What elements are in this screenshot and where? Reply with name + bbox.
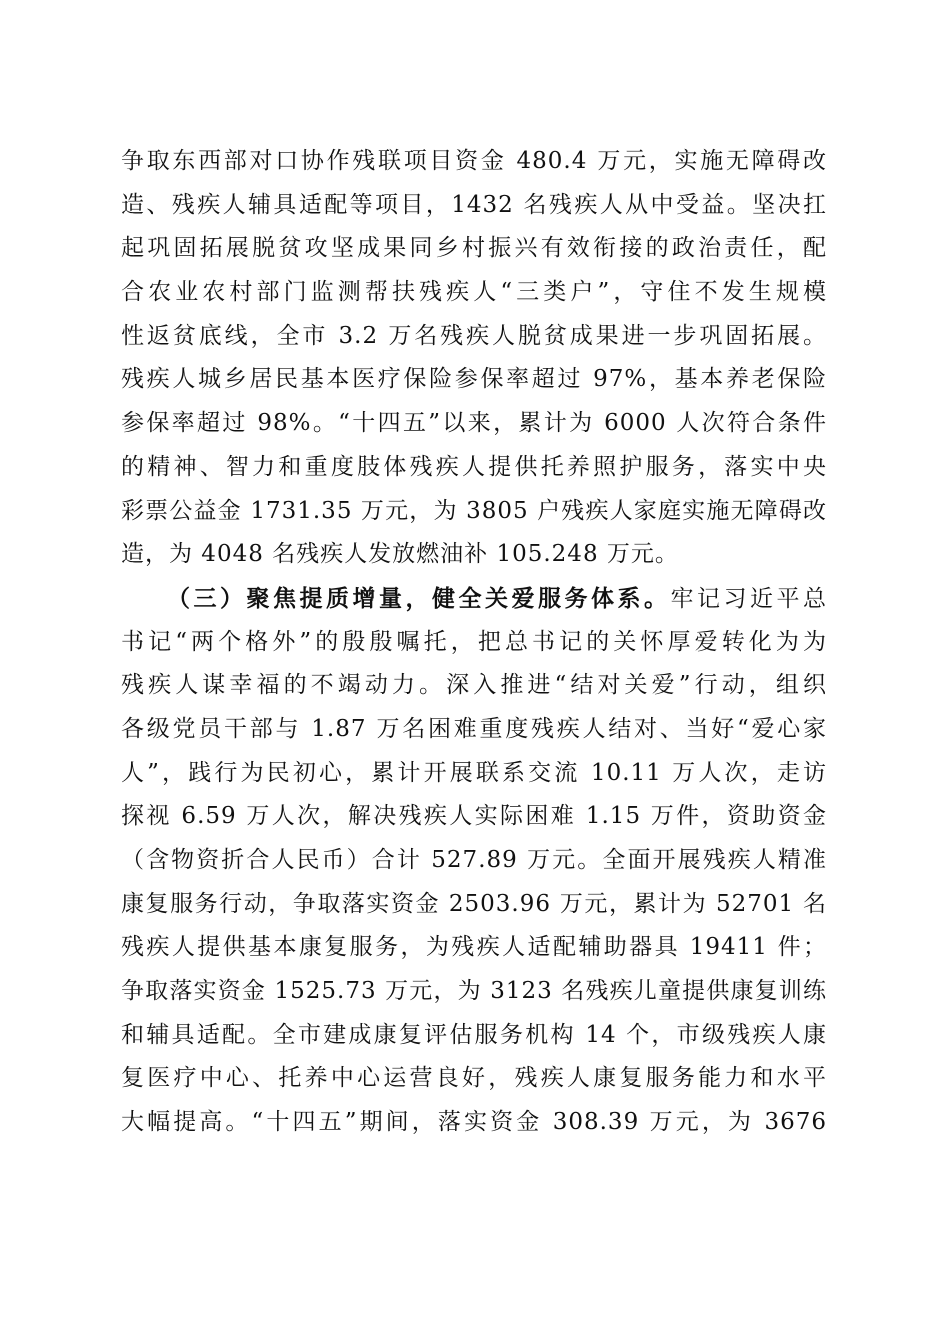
text-line-8: 的精神、智力和重度肢体残疾人提供托养照护服务，落实中央 (121, 453, 827, 480)
text-line-6: 残疾人城乡居民基本医疗保险参保率超过 97%，基本养老保险 (121, 366, 827, 393)
section-3-line-4: 各级党员干部与 1.87 万名困难重度残疾人结对、当好“爱心家 (121, 715, 827, 742)
text-line-4: 合农业农村部门监测帮扶残疾人“三类户”，守住不发生规模 (121, 279, 827, 306)
section-3-line-5: 人”，践行为民初心，累计开展联系交流 10.11 万人次，走访 (121, 759, 827, 786)
text-line-10: 造，为 4048 名残疾人发放燃油补 105.248 万元。 (121, 541, 679, 568)
text-line-3: 起巩固拓展脱贫攻坚成果同乡村振兴有效衔接的政治责任，配 (121, 235, 827, 262)
section-3-first-line-text: 牢记习近平总 (670, 585, 827, 612)
section-3-line-8: 康复服务行动，争取落实资金 2503.96 万元，累计为 52701 名 (121, 890, 827, 917)
section-3-line-9: 残疾人提供基本康复服务，为残疾人适配辅助器具 19411 件； (121, 934, 827, 961)
section-3-line-12: 复医疗中心、托养中心运营良好，残疾人康复服务能力和水平 (121, 1065, 827, 1092)
section-3-line-6: 探视 6.59 万人次，解决残疾人实际困难 1.15 万件，资助资金 (121, 803, 827, 830)
section-3-first-line (121, 577, 827, 621)
text-line-5: 性返贫底线，全市 3.2 万名残疾人脱贫成果进一步巩固拓展。 (121, 322, 827, 349)
text-line-9: 彩票公益金 1731.35 万元，为 3805 户残疾人家庭实施无障碍改 (121, 497, 827, 524)
section-3-line-13: 大幅提高。“十四五”期间，落实资金 308.39 万元，为 3676 (121, 1109, 827, 1136)
text-line-1: 争取东西部对口协作残联项目资金 480.4 万元，实施无障碍改 (121, 148, 827, 174)
section-3-line-11: 和辅具适配。全市建成康复评估服务机构 14 个，市级残疾人康 (121, 1021, 827, 1048)
section-3-heading: （三）聚焦提质增量，健全关爱服务体系。 (167, 584, 671, 612)
section-3-line-10: 争取落实资金 1525.73 万元，为 3123 名残疾儿童提供康复训练 (121, 978, 827, 1005)
document-body (121, 140, 827, 1145)
text-line-2: 造、残疾人辅具适配等项目，1432 名残疾人从中受益。坚决扛 (121, 191, 827, 218)
text-line-7: 参保率超过 98%。“十四五”以来，累计为 6000 人次符合条件 (121, 410, 827, 437)
section-3-line-3: 残疾人谋幸福的不竭动力。深入推进“结对关爱”行动，组织 (121, 672, 827, 699)
section-3-line-7: （含物资折合人民币）合计 527.89 万元。全面开展残疾人精准 (121, 847, 827, 873)
section-3-line-2: 书记“两个格外”的殷殷嘱托，把总书记的关怀厚爱转化为为 (121, 628, 827, 655)
